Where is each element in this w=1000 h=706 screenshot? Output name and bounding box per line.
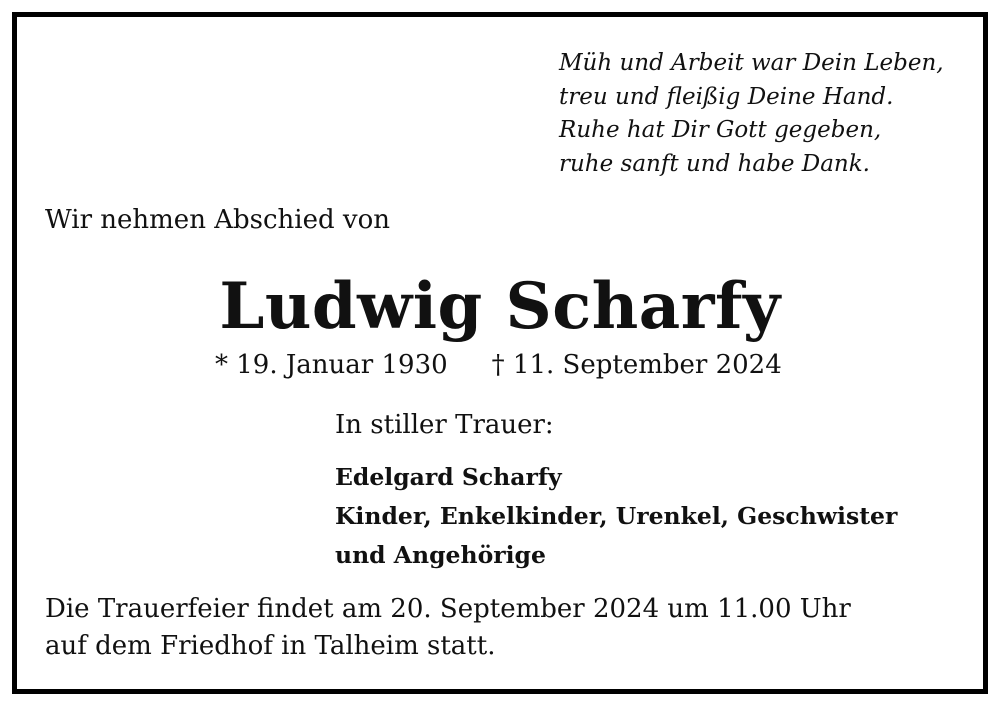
poem-line: Ruhe hat Dir Gott gegeben,: [559, 117, 882, 143]
mourner-line: Kinder, Enkelkinder, Urenkel, Geschwister: [335, 502, 898, 530]
funeral-notice: [45, 591, 851, 665]
funeral-line: auf dem Friedhof in Talheim statt.: [45, 631, 496, 661]
obituary-card: [12, 12, 988, 694]
mourning-label: In stiller Trauer:: [335, 410, 554, 440]
intro-text: Wir nehmen Abschied von: [45, 205, 390, 235]
mourner-line: Edelgard Scharfy: [335, 463, 562, 491]
birth-date: * 19. Januar 1930: [215, 350, 448, 380]
life-dates: [215, 350, 782, 380]
poem-line: treu und fleißig Deine Hand.: [559, 83, 894, 110]
funeral-line: Die Trauerfeier findet am 20. September 2024 um 11.00 Uhr: [45, 594, 851, 624]
mourner-line: und Angehörige: [335, 541, 546, 569]
poem-line: Müh und Arbeit war Dein Leben,: [559, 50, 944, 76]
memorial-poem: [559, 47, 944, 181]
deceased-name: Ludwig Scharfy: [219, 269, 781, 344]
death-date: † 11. September 2024: [491, 350, 782, 380]
mourners-list: [335, 458, 897, 575]
poem-line: ruhe sanft und habe Dank.: [559, 150, 870, 177]
